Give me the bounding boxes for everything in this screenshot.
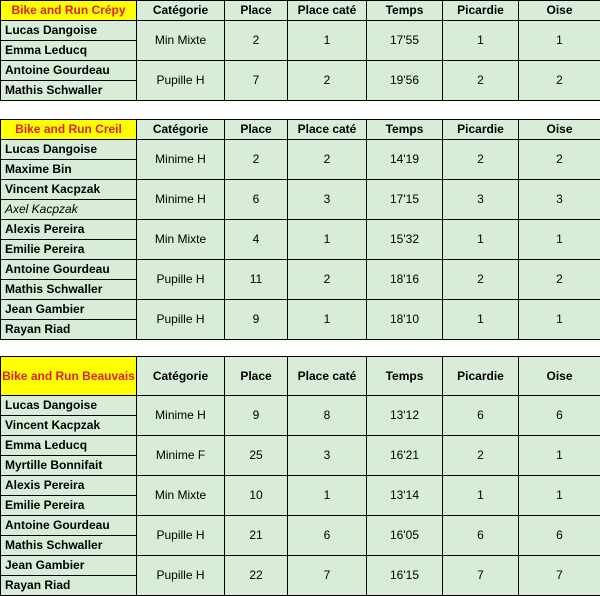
column-header: Temps	[367, 120, 443, 140]
category-place-cell: 2	[288, 61, 367, 101]
column-header: Place	[225, 1, 288, 21]
category-place-cell: 1	[288, 300, 367, 340]
oise-rank-cell: 1	[519, 300, 600, 340]
athlete-name: Jean Gambier	[1, 300, 137, 320]
category-cell: Min Mixte	[137, 220, 225, 260]
picardie-rank-cell: 2	[443, 260, 519, 300]
athlete-name: Vincent Kacpzak	[1, 416, 137, 436]
category-cell: Minime H	[137, 180, 225, 220]
oise-rank-cell: 1	[519, 476, 600, 516]
place-cell: 7	[225, 61, 288, 101]
category-cell: Pupille H	[137, 556, 225, 596]
athlete-name: Mathis Schwaller	[1, 536, 137, 556]
oise-rank-cell: 1	[519, 436, 600, 476]
place-cell: 21	[225, 516, 288, 556]
category-cell: Minime H	[137, 396, 225, 436]
picardie-rank-cell: 2	[443, 61, 519, 101]
table-row	[1, 260, 600, 280]
oise-rank-cell: 1	[519, 21, 600, 61]
oise-rank-cell: 7	[519, 556, 600, 596]
category-cell: Min Mixte	[137, 476, 225, 516]
place-cell: 6	[225, 180, 288, 220]
picardie-rank-cell: 2	[443, 436, 519, 476]
table-row	[1, 140, 600, 160]
picardie-rank-cell: 6	[443, 516, 519, 556]
header-row	[1, 120, 600, 140]
column-header: Place caté	[288, 357, 367, 396]
header-row	[1, 357, 600, 396]
picardie-rank-cell: 1	[443, 21, 519, 61]
picardie-rank-cell: 3	[443, 180, 519, 220]
category-place-cell: 3	[288, 436, 367, 476]
athlete-name: Mathis Schwaller	[1, 280, 137, 300]
column-header: Picardie	[443, 120, 519, 140]
table-row	[1, 396, 600, 416]
place-cell: 25	[225, 436, 288, 476]
category-cell: Minime F	[137, 436, 225, 476]
place-cell: 9	[225, 396, 288, 436]
picardie-rank-cell: 1	[443, 476, 519, 516]
athlete-name: Lucas Dangoise	[1, 21, 137, 41]
athlete-name: Vincent Kacpzak	[1, 180, 137, 200]
athlete-name: Emma Leducq	[1, 41, 137, 61]
event-title: Bike and Run Crépy	[1, 1, 137, 21]
oise-rank-cell: 6	[519, 396, 600, 436]
table-row	[1, 556, 600, 576]
category-cell: Min Mixte	[137, 21, 225, 61]
oise-rank-cell: 2	[519, 140, 600, 180]
category-place-cell: 8	[288, 396, 367, 436]
time-cell: 17'55	[367, 21, 443, 61]
table-row	[1, 61, 600, 81]
category-place-cell: 1	[288, 476, 367, 516]
column-header: Oise	[519, 357, 600, 396]
athlete-name: Jean Gambier	[1, 556, 137, 576]
event-title: Bike and Run Beauvais	[1, 357, 137, 396]
table-row	[1, 300, 600, 320]
column-header: Catégorie	[137, 1, 225, 21]
athlete-name: Lucas Dangoise	[1, 140, 137, 160]
time-cell: 14'19	[367, 140, 443, 180]
athlete-name: Antoine Gourdeau	[1, 61, 137, 81]
table-row	[1, 516, 600, 536]
time-cell: 13'14	[367, 476, 443, 516]
athlete-name: Emilie Pereira	[1, 496, 137, 516]
column-header: Oise	[519, 1, 600, 21]
oise-rank-cell: 1	[519, 220, 600, 260]
column-header: Place	[225, 120, 288, 140]
results-table	[0, 119, 600, 340]
category-cell: Pupille H	[137, 260, 225, 300]
category-place-cell: 1	[288, 220, 367, 260]
picardie-rank-cell: 6	[443, 396, 519, 436]
column-header: Oise	[519, 120, 600, 140]
time-cell: 19'56	[367, 61, 443, 101]
oise-rank-cell: 2	[519, 260, 600, 300]
place-cell: 10	[225, 476, 288, 516]
category-place-cell: 6	[288, 516, 367, 556]
picardie-rank-cell: 2	[443, 140, 519, 180]
column-header: Place caté	[288, 120, 367, 140]
oise-rank-cell: 2	[519, 61, 600, 101]
category-place-cell: 7	[288, 556, 367, 596]
place-cell: 22	[225, 556, 288, 596]
oise-rank-cell: 3	[519, 180, 600, 220]
table-row	[1, 21, 600, 41]
column-header: Picardie	[443, 357, 519, 396]
athlete-name: Emilie Pereira	[1, 240, 137, 260]
athlete-name: Antoine Gourdeau	[1, 260, 137, 280]
place-cell: 2	[225, 21, 288, 61]
column-header: Place	[225, 357, 288, 396]
column-header: Catégorie	[137, 357, 225, 396]
picardie-rank-cell: 1	[443, 300, 519, 340]
athlete-name: Rayan Riad	[1, 320, 137, 340]
place-cell: 4	[225, 220, 288, 260]
athlete-name: Antoine Gourdeau	[1, 516, 137, 536]
column-header: Temps	[367, 357, 443, 396]
category-cell: Pupille H	[137, 300, 225, 340]
time-cell: 16'15	[367, 556, 443, 596]
athlete-name: Emma Leducq	[1, 436, 137, 456]
table-row	[1, 220, 600, 240]
results-table	[0, 0, 600, 101]
athlete-name: Lucas Dangoise	[1, 396, 137, 416]
category-cell: Pupille H	[137, 61, 225, 101]
athlete-name: Axel Kacpzak	[1, 200, 137, 220]
place-cell: 9	[225, 300, 288, 340]
category-place-cell: 1	[288, 21, 367, 61]
category-place-cell: 2	[288, 140, 367, 180]
event-title: Bike and Run Creil	[1, 120, 137, 140]
place-cell: 2	[225, 140, 288, 180]
column-header: Temps	[367, 1, 443, 21]
table-row	[1, 436, 600, 456]
time-cell: 18'16	[367, 260, 443, 300]
oise-rank-cell: 6	[519, 516, 600, 556]
athlete-name: Myrtille Bonnifait	[1, 456, 137, 476]
athlete-name: Alexis Pereira	[1, 476, 137, 496]
category-cell: Pupille H	[137, 516, 225, 556]
category-place-cell: 3	[288, 180, 367, 220]
time-cell: 18'10	[367, 300, 443, 340]
time-cell: 16'05	[367, 516, 443, 556]
picardie-rank-cell: 7	[443, 556, 519, 596]
header-row	[1, 1, 600, 21]
category-place-cell: 2	[288, 260, 367, 300]
table-row	[1, 180, 600, 200]
column-header: Picardie	[443, 1, 519, 21]
place-cell: 11	[225, 260, 288, 300]
column-header: Catégorie	[137, 120, 225, 140]
time-cell: 17'15	[367, 180, 443, 220]
athlete-name: Mathis Schwaller	[1, 81, 137, 101]
time-cell: 16'21	[367, 436, 443, 476]
time-cell: 15'32	[367, 220, 443, 260]
column-header: Place caté	[288, 1, 367, 21]
picardie-rank-cell: 1	[443, 220, 519, 260]
table-row	[1, 476, 600, 496]
athlete-name: Rayan Riad	[1, 576, 137, 596]
athlete-name: Maxime Bin	[1, 160, 137, 180]
category-cell: Minime H	[137, 140, 225, 180]
time-cell: 13'12	[367, 396, 443, 436]
athlete-name: Alexis Pereira	[1, 220, 137, 240]
results-table	[0, 356, 600, 596]
